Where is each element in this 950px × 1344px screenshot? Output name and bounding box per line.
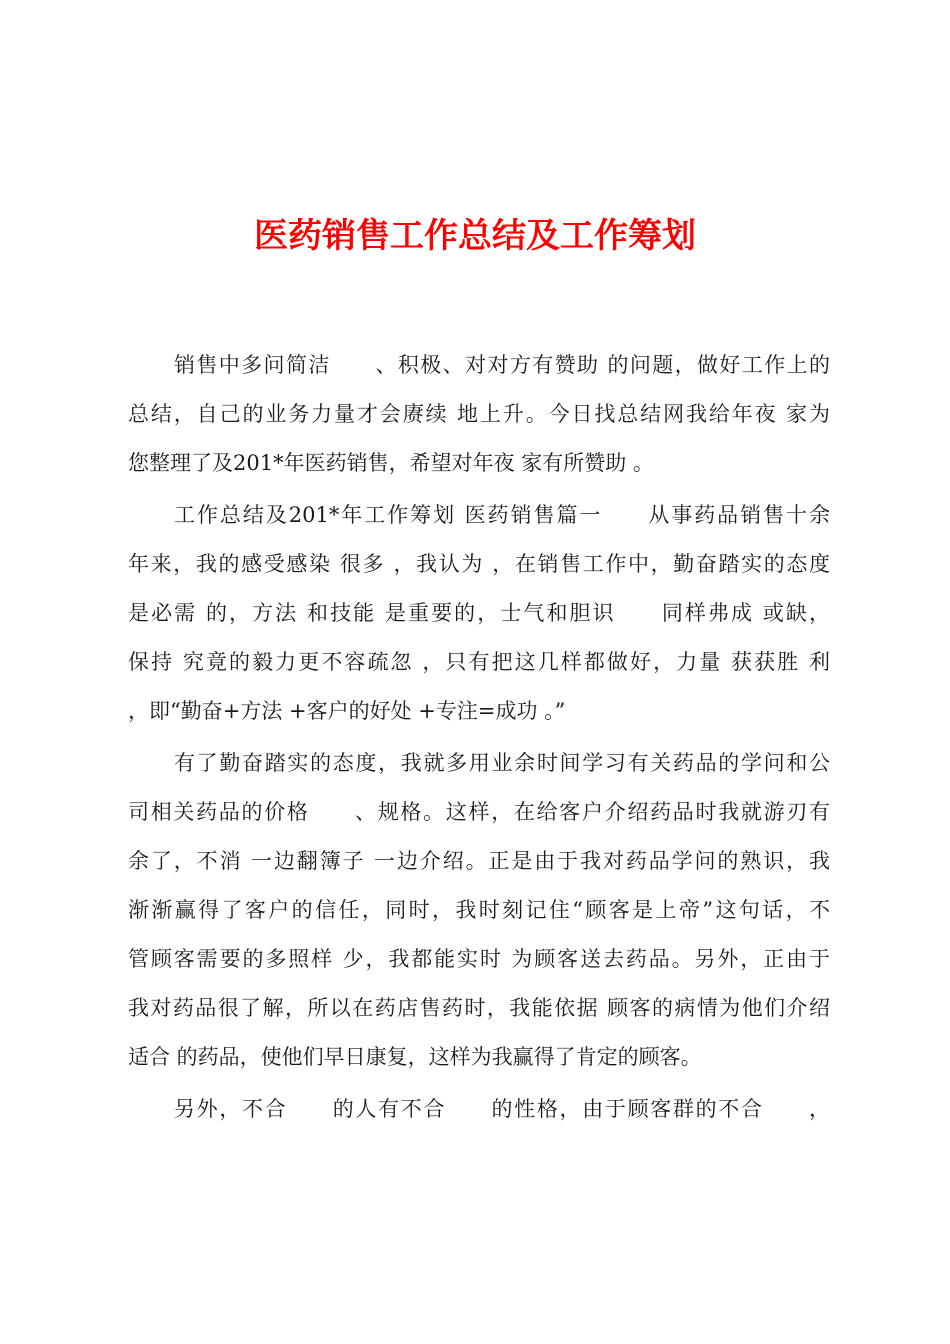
text-line: 司相关药品的价格 、规格。这样，在给客户介绍药品时我就游刃有 bbox=[128, 800, 830, 824]
text-line: 余了，不消 一边翻簿子 一边介绍。正是由于我对药品学问的熟识，我 bbox=[128, 849, 830, 873]
text-line: 年来，我的感受感染 很多 ，我认为 ，在销售工作中，勤奋踏实的态度 bbox=[128, 552, 830, 576]
text-line: 渐渐赢得了客户的信任，同时，我时刻记住“顾客是上帝”这句话，不 bbox=[128, 898, 830, 922]
text-line: 适合 的药品，使他们早日康复，这样为我赢得了肯定的顾客。 bbox=[128, 1045, 702, 1069]
text-line: 有了勤奋踏实的态度，我就多用业余时间学习有关药品的学问和公 bbox=[174, 751, 830, 775]
text-line: 我对药品很了解，所以在药店售药时，我能依据 顾客的病情为他们介绍 bbox=[128, 996, 830, 1020]
document-title: 医药销售工作总结及工作筹划 bbox=[254, 216, 696, 256]
text-line: 总结，自己的业务力量才会赓续 地上升。今日找总结网我给年夜 家为 bbox=[128, 402, 830, 426]
text-line: 保持 究竟的毅力更不容疏忽 ，只有把这几样都做好，力量 获获胜 利 bbox=[128, 650, 830, 674]
text-line: 是必需 的，方法 和技能 是重要的，士气和胆识 同样弗成 或缺， bbox=[128, 601, 830, 625]
text-line: 您整理了及201*年医药销售，希望对年夜 家有所赞助 。 bbox=[128, 451, 654, 475]
text-line: 另外，不合 的人有不合 的性格，由于顾客群的不合 ， bbox=[174, 1097, 830, 1121]
text-line: ，即“勤奋+方法 +客户的好处 +专注=成功 。” bbox=[128, 699, 566, 723]
text-line: 工作总结及201*年工作筹划 医药销售篇一 从事药品销售十余 bbox=[174, 503, 830, 527]
text-line: 销售中多问简洁 、积极、对对方有赞助 的问题，做好工作上的 bbox=[174, 353, 830, 377]
text-line: 管顾客需要的多照样 少，我都能实时 为顾客送去药品。另外，正由于 bbox=[128, 947, 830, 971]
